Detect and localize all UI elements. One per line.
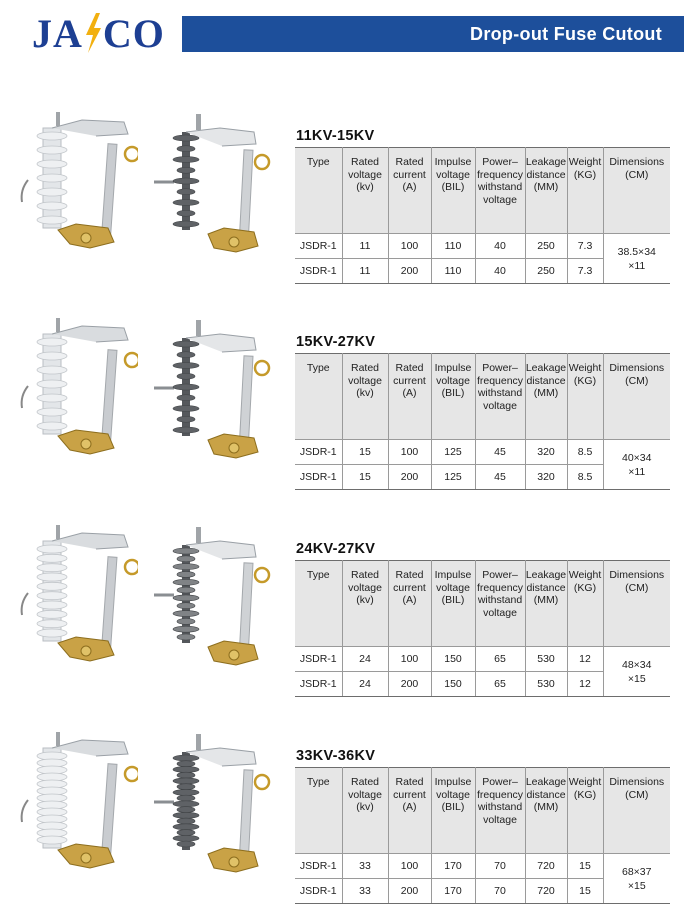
column-header: Rated current (A)	[388, 354, 431, 440]
polymer-shed	[177, 167, 195, 173]
insulator-shed	[37, 352, 67, 360]
column-header: Rated current (A)	[388, 148, 431, 234]
product-image-grey	[146, 523, 276, 673]
table-cell: 530	[525, 647, 567, 672]
white-cutout-drawing	[22, 318, 138, 454]
table-cell: 24	[342, 647, 388, 672]
table-cell: 125	[431, 465, 475, 490]
table-cell: JSDR-1	[295, 672, 342, 697]
polymer-shed	[173, 611, 199, 617]
fuse-tube	[102, 764, 117, 856]
polymer-shed	[173, 595, 199, 601]
insulator-shed	[37, 132, 67, 140]
terminal-bolt	[196, 527, 201, 543]
table-cell: 7.3	[567, 259, 603, 284]
product-image-grey	[146, 110, 276, 260]
table-cell: 11	[342, 234, 388, 259]
insulator-shed	[37, 394, 67, 402]
dimensions-cell: 38.5×34 ×11	[603, 234, 670, 284]
mount-wire	[22, 386, 28, 408]
polymer-shed	[173, 835, 199, 841]
insulator-shed	[37, 601, 67, 609]
product-image-grey	[146, 730, 276, 880]
product-image-white	[18, 110, 138, 260]
pull-ring	[255, 361, 269, 375]
column-header: Leakage distance (MM)	[525, 768, 567, 854]
table-cell: 100	[388, 854, 431, 879]
polymer-shed	[173, 824, 199, 830]
polymer-shed	[173, 363, 199, 369]
table-cell: 100	[388, 440, 431, 465]
table-cell: 200	[388, 259, 431, 284]
polymer-shed	[173, 801, 199, 807]
table-cell: 12	[567, 647, 603, 672]
table-cell: 15	[567, 854, 603, 879]
fuse-tube	[102, 557, 117, 649]
white-cutout-drawing	[22, 732, 138, 868]
table-cell: 250	[525, 234, 567, 259]
table-cell: 110	[431, 234, 475, 259]
mount-wire	[22, 800, 28, 822]
table-cell: 200	[388, 465, 431, 490]
insulator-shed	[37, 188, 67, 196]
product-image-grey	[146, 316, 276, 466]
table-cell: 45	[475, 465, 525, 490]
white-cutout-drawing	[22, 525, 138, 661]
polymer-shed	[177, 416, 195, 422]
page-banner	[182, 16, 684, 52]
section-title: 15KV-27KV	[296, 334, 376, 350]
lightning-bolt-icon	[81, 11, 105, 55]
polymer-shed	[173, 178, 199, 184]
table-cell: 15	[342, 440, 388, 465]
table-cell: 100	[388, 647, 431, 672]
spec-table	[295, 147, 670, 284]
insulator-shed	[37, 582, 67, 590]
column-header: Rated voltage (kv)	[342, 148, 388, 234]
section-title: 24KV-27KV	[296, 541, 376, 557]
polymer-shed	[177, 352, 195, 358]
table-cell: JSDR-1	[295, 879, 342, 904]
table-cell: 170	[431, 879, 475, 904]
table-header-row	[295, 354, 670, 440]
insulator-shed	[37, 422, 67, 430]
table-cell: 200	[388, 672, 431, 697]
grey-cutout-drawing	[154, 734, 269, 872]
polymer-shed	[177, 373, 195, 379]
table-cell: 150	[431, 647, 475, 672]
polymer-shed	[177, 571, 195, 577]
dimensions-cell: 48×34 ×15	[603, 647, 670, 697]
polymer-shed	[177, 556, 195, 562]
polymer-shed	[173, 755, 199, 761]
table-cell: 720	[525, 879, 567, 904]
terminal-bolt	[196, 114, 201, 130]
fuse-tube	[239, 563, 253, 655]
terminal-bolt	[56, 112, 60, 126]
dimensions-cell: 40×34 ×11	[603, 440, 670, 490]
insulator-shed	[37, 216, 67, 224]
column-header: Leakage distance (MM)	[525, 354, 567, 440]
polymer-shed	[177, 603, 195, 609]
terminal-bolt	[56, 732, 60, 746]
column-header: Impulse voltage (BIL)	[431, 561, 475, 647]
terminal-bolt	[56, 318, 60, 332]
polymer-shed	[177, 395, 195, 401]
polymer-shed	[173, 135, 199, 141]
table-cell: 110	[431, 259, 475, 284]
section-title: 11KV-15KV	[296, 128, 375, 144]
insulator-shed	[37, 620, 67, 628]
table-cell: 100	[388, 234, 431, 259]
polymer-shed	[173, 626, 199, 632]
brass-hinge	[229, 443, 239, 453]
insulator-shed	[37, 380, 67, 388]
polymer-shed	[177, 210, 195, 216]
pull-ring	[255, 155, 269, 169]
table-cell: JSDR-1	[295, 465, 342, 490]
polymer-shed	[177, 784, 195, 790]
polymer-shed	[173, 564, 199, 570]
table-cell: 170	[431, 854, 475, 879]
insulator-shed	[37, 338, 67, 346]
column-header: Type	[295, 768, 342, 854]
polymer-shed	[177, 634, 195, 640]
dimensions-cell: 68×37 ×15	[603, 854, 670, 904]
polymer-shed	[173, 789, 199, 795]
insulator-shed	[37, 836, 67, 844]
column-header: Weight (KG)	[567, 768, 603, 854]
column-header: Rated voltage (kv)	[342, 354, 388, 440]
product-image-white	[18, 523, 138, 673]
polymer-shed	[177, 761, 195, 767]
polymer-shed	[177, 795, 195, 801]
table-cell: 45	[475, 440, 525, 465]
insulator-shed	[37, 573, 67, 581]
table-cell: 320	[525, 465, 567, 490]
column-header: Type	[295, 148, 342, 234]
pull-ring	[125, 353, 138, 367]
spec-table	[295, 353, 670, 490]
table-cell: 12	[567, 672, 603, 697]
table-cell: JSDR-1	[295, 647, 342, 672]
pull-ring	[255, 568, 269, 582]
table-cell: 200	[388, 879, 431, 904]
polymer-shed	[177, 841, 195, 847]
column-header: Impulse voltage (BIL)	[431, 354, 475, 440]
insulator-shed	[37, 146, 67, 154]
table-cell: 8.5	[567, 465, 603, 490]
polymer-shed	[177, 772, 195, 778]
terminal-bolt	[56, 525, 60, 539]
product-image-white	[18, 730, 138, 880]
mount-wire	[22, 593, 28, 615]
pull-ring	[125, 147, 138, 161]
spec-table	[295, 767, 670, 904]
column-header: Type	[295, 354, 342, 440]
table-cell: 11	[342, 259, 388, 284]
polymer-shed	[177, 618, 195, 624]
table-header-row	[295, 561, 670, 647]
terminal-bolt	[196, 734, 201, 750]
polymer-shed	[173, 406, 199, 412]
polymer-shed	[177, 818, 195, 824]
table-cell: JSDR-1	[295, 234, 342, 259]
table-cell: 15	[567, 879, 603, 904]
column-header: Power– frequency withstand voltage	[475, 354, 525, 440]
section-title: 33KV-36KV	[296, 748, 376, 764]
table-cell: 720	[525, 854, 567, 879]
polymer-shed	[173, 341, 199, 347]
table-cell: 33	[342, 854, 388, 879]
column-header: Dimensions (CM)	[603, 148, 670, 234]
fuse-tube	[102, 144, 117, 236]
table-cell: 150	[431, 672, 475, 697]
column-header: Rated voltage (kv)	[342, 768, 388, 854]
table-cell: 40	[475, 259, 525, 284]
table-cell: JSDR-1	[295, 259, 342, 284]
insulator-shed	[37, 554, 67, 562]
fuse-tube	[239, 356, 253, 448]
polymer-shed	[177, 587, 195, 593]
table-cell: 530	[525, 672, 567, 697]
white-cutout-drawing	[22, 112, 138, 248]
table-row	[295, 854, 670, 879]
fuse-tube	[102, 350, 117, 442]
insulator-shed	[37, 610, 67, 618]
fuse-tube	[239, 150, 253, 242]
brass-hinge	[229, 650, 239, 660]
table-cell: 15	[342, 465, 388, 490]
fuse-tube	[239, 770, 253, 862]
column-header: Impulse voltage (BIL)	[431, 768, 475, 854]
table-cell: 125	[431, 440, 475, 465]
product-image-white	[18, 316, 138, 466]
table-cell: JSDR-1	[295, 440, 342, 465]
table-cell: 24	[342, 672, 388, 697]
polymer-shed	[177, 830, 195, 836]
insulator-shed	[37, 408, 67, 416]
column-header: Leakage distance (MM)	[525, 561, 567, 647]
column-header: Power– frequency withstand voltage	[475, 561, 525, 647]
polymer-shed	[173, 766, 199, 772]
table-row	[295, 647, 670, 672]
table-cell: 7.3	[567, 234, 603, 259]
table-row	[295, 440, 670, 465]
grey-cutout-drawing	[154, 320, 269, 458]
table-cell: 320	[525, 440, 567, 465]
brass-hinge	[81, 233, 91, 243]
brand-logo	[32, 10, 165, 56]
table-cell: 250	[525, 259, 567, 284]
column-header: Power– frequency withstand voltage	[475, 768, 525, 854]
table-header-row	[295, 148, 670, 234]
page-title: Drop-out Fuse Cutout	[470, 23, 662, 44]
column-header: Dimensions (CM)	[603, 561, 670, 647]
insulator-shed	[37, 629, 67, 637]
table-cell: JSDR-1	[295, 854, 342, 879]
insulator-shed	[37, 592, 67, 600]
column-header: Weight (KG)	[567, 354, 603, 440]
table-cell: 70	[475, 854, 525, 879]
table-cell: 40	[475, 234, 525, 259]
insulator-shed	[37, 545, 67, 553]
table-cell: 65	[475, 672, 525, 697]
polymer-shed	[173, 579, 199, 585]
grey-cutout-drawing	[154, 114, 269, 252]
column-header: Type	[295, 561, 342, 647]
table-cell: 8.5	[567, 440, 603, 465]
table-row	[295, 234, 670, 259]
insulator-shed	[37, 366, 67, 374]
column-header: Rated current (A)	[388, 768, 431, 854]
column-header: Rated voltage (kv)	[342, 561, 388, 647]
column-header: Weight (KG)	[567, 148, 603, 234]
polymer-shed	[173, 778, 199, 784]
brass-hinge	[81, 646, 91, 656]
logo-text-left: JA	[32, 10, 83, 56]
insulator-shed	[37, 564, 67, 572]
polymer-shed	[173, 384, 199, 390]
column-header: Power– frequency withstand voltage	[475, 148, 525, 234]
insulator-shed	[37, 174, 67, 182]
polymer-shed	[173, 427, 199, 433]
table-cell: 33	[342, 879, 388, 904]
brass-hinge	[81, 439, 91, 449]
spec-table	[295, 560, 670, 697]
column-header: Dimensions (CM)	[603, 354, 670, 440]
column-header: Leakage distance (MM)	[525, 148, 567, 234]
terminal-bolt	[196, 320, 201, 336]
brass-hinge	[229, 237, 239, 247]
column-header: Impulse voltage (BIL)	[431, 148, 475, 234]
polymer-shed	[177, 807, 195, 813]
column-header: Weight (KG)	[567, 561, 603, 647]
pull-ring	[125, 767, 138, 781]
insulator-shed	[37, 160, 67, 168]
insulator-shed	[37, 202, 67, 210]
table-cell: 65	[475, 647, 525, 672]
mount-wire	[22, 180, 28, 202]
grey-cutout-drawing	[154, 527, 269, 665]
polymer-shed	[173, 221, 199, 227]
polymer-shed	[177, 189, 195, 195]
polymer-shed	[173, 157, 199, 163]
brass-hinge	[81, 853, 91, 863]
brass-hinge	[229, 857, 239, 867]
pull-ring	[125, 560, 138, 574]
polymer-shed	[173, 548, 199, 554]
table-header-row	[295, 768, 670, 854]
column-header: Dimensions (CM)	[603, 768, 670, 854]
column-header: Rated current (A)	[388, 561, 431, 647]
polymer-shed	[173, 812, 199, 818]
logo-text-right: CO	[102, 10, 165, 56]
polymer-shed	[173, 200, 199, 206]
polymer-shed	[177, 146, 195, 152]
table-cell: 70	[475, 879, 525, 904]
pull-ring	[255, 775, 269, 789]
